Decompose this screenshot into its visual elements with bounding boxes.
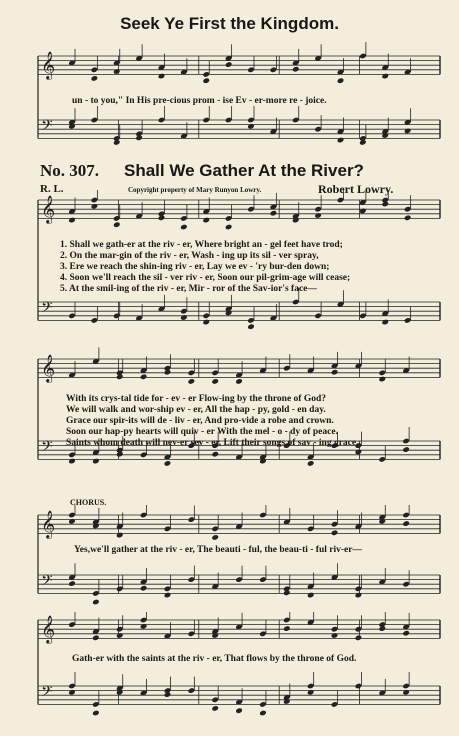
verse-b-line-3: Grace our spir-its will de - liv - er, And pro-vide a robe and crown. — [66, 416, 334, 426]
verse-a-line-3: 3. Ere we reach the shin-ing riv - er, Lay we ev - 'ry bur-den down; — [60, 262, 330, 272]
verse-a-line-1: 1. Shall we gath-er at the riv - er, Where bright an - gel feet have trod; — [60, 240, 343, 250]
svg-text:𝄢: 𝄢 — [41, 683, 53, 704]
lyric-line-top: un - to you," In His pre-cious prom - ise Ev - er-more re - joice. — [72, 96, 327, 106]
music-system-4 — [0, 505, 459, 615]
svg-text:𝄢: 𝄢 — [41, 572, 53, 593]
verse-a-line-4: 4. Soon we'll reach the sil - ver riv - er, Soon our pil-grim-age will cease; — [60, 273, 351, 283]
verse-b-line-1: With its crys-tal tide for - ev - er Flow-ing by the throne of God? — [66, 394, 326, 404]
svg-text:𝄞: 𝄞 — [41, 615, 56, 643]
hymn-number: No. 307. — [40, 161, 100, 180]
verse-a-line-5: 5. At the smil-ing of the riv - er, Mir - ror of the Sav-ior's face— — [60, 284, 317, 294]
composer-name: Robert Lowry. — [318, 182, 394, 196]
hymn-title: Shall We Gather At the River? — [124, 161, 364, 180]
music-system-5 — [0, 612, 459, 724]
copyright-note: Copyright property of Mary Runyon Lowry. — [128, 186, 262, 194]
verse-a-line-2: 2. On the mar-gin of the riv - er, Wash - ing up its sil - ver spray, — [60, 251, 319, 261]
svg-text:𝄞: 𝄞 — [41, 354, 56, 382]
chorus-label: CHORUS. — [70, 498, 107, 507]
verse-b-line-5: Saints whom death will nev-er sev - er, Lift their songs of sav - ing grace. — [66, 438, 359, 448]
verse-b-line-4: Soon our hap-py hearts will quiv - er With the mel - o - dy of peace. — [66, 427, 338, 437]
music-system-1 — [0, 40, 459, 172]
chorus-line-1: Yes,we'll gather at the riv - er, The beauti - ful, the beau-ti - ful riv-er— — [74, 545, 362, 555]
svg-text:𝄢: 𝄢 — [41, 299, 53, 320]
svg-text:𝄞: 𝄞 — [41, 51, 56, 79]
verse-b-line-2: We will walk and wor-ship ev - er, All the hap - py, gold - en day. — [66, 405, 326, 415]
author-initials: R. L. — [40, 183, 64, 195]
svg-text:𝄢: 𝄢 — [41, 117, 53, 138]
svg-text:𝄞: 𝄞 — [41, 510, 56, 538]
svg-text:𝄞: 𝄞 — [41, 195, 56, 223]
page-title: Seek Ye First the Kingdom. — [120, 14, 339, 33]
svg-text:𝄢: 𝄢 — [41, 438, 53, 459]
chorus-line-2: Gath-er with the saints at the riv - er, That flows by the throne of God. — [72, 654, 357, 664]
